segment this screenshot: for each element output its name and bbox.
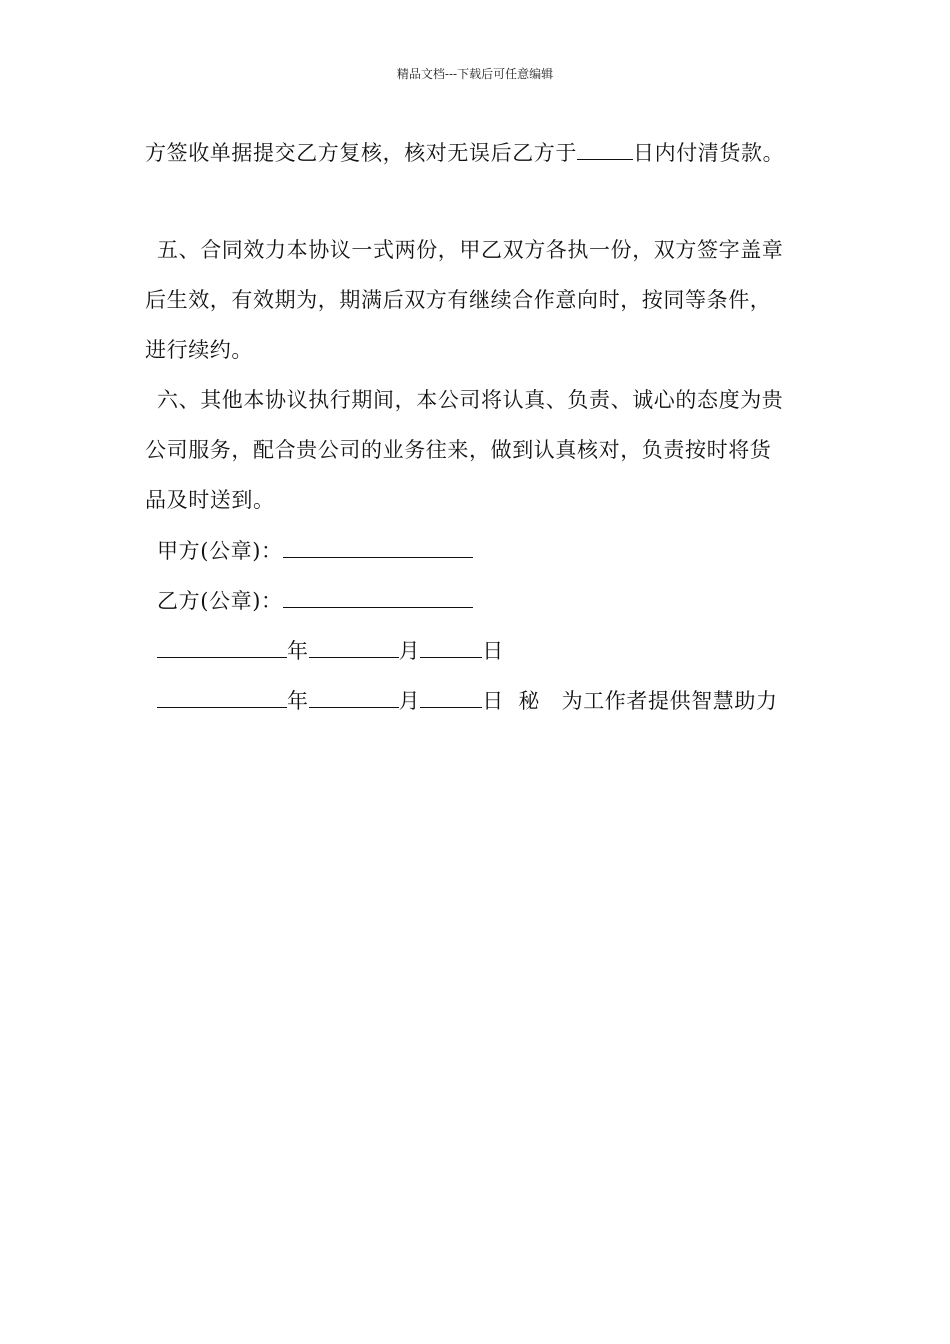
month-blank — [309, 685, 399, 708]
section6-line1: 六、其他本协议执行期间，本公司将认真、负责、诚心的态度为贵 — [157, 388, 784, 412]
day-blank — [420, 685, 482, 708]
day-label: 日 — [482, 689, 504, 713]
party-b-signature-line — [145, 585, 827, 616]
month-label: 月 — [398, 689, 421, 713]
party-b-label: 乙方(公章)： — [157, 589, 283, 613]
year-blank — [157, 635, 287, 658]
month-blank — [309, 635, 399, 658]
section6-line2: 公司服务，配合贵公司的业务往来，做到认真核对，负责按时将货 — [145, 438, 772, 462]
payment-text-before: 方签收单据提交乙方复核，核对无误后乙方于 — [145, 141, 577, 165]
date-line-1 — [145, 635, 827, 666]
date-line-2 — [145, 685, 827, 716]
section6-line3: 品及时送到。 — [145, 488, 275, 512]
party-a-signature-line — [145, 535, 827, 566]
year-blank — [157, 685, 287, 708]
party-b-signature-blank — [283, 585, 473, 608]
year-label: 年 — [287, 689, 309, 713]
day-blank — [420, 635, 482, 658]
section5-line1: 五、合同效力本协议一式两份，甲乙双方各执一份，双方签字盖章 — [157, 238, 784, 262]
day-label: 日 — [482, 639, 504, 663]
party-a-label: 甲方(公章)： — [157, 539, 283, 563]
payment-days-blank — [577, 137, 633, 160]
month-label: 月 — [398, 639, 421, 663]
page-header: 精品文档---下载后可任意编辑 — [396, 67, 554, 81]
payment-text-after: 日内付清货款。 — [633, 141, 785, 165]
year-label: 年 — [287, 639, 309, 663]
party-a-signature-blank — [283, 535, 473, 558]
section5-line3: 进行续约。 — [145, 338, 253, 362]
paragraph-payment-terms — [145, 137, 815, 168]
section5-line2: 后生效，有效期为，期满后双方有继续合作意向时，按同等条件， — [145, 288, 772, 312]
footer-slogan: 秘 为工作者提供智慧助力 — [518, 689, 778, 713]
